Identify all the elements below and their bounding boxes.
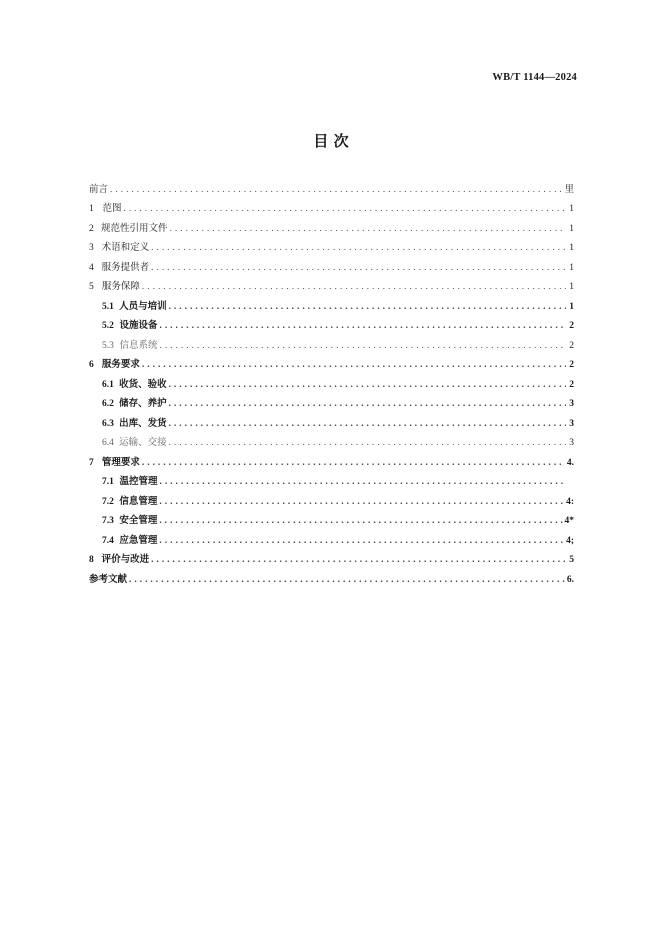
toc-entry-label: 评价与改进 (101, 554, 150, 566)
toc-dot-leader (159, 476, 566, 488)
toc-entry[interactable] (89, 512, 574, 532)
toc-entry-label: 信息管理 (119, 495, 158, 507)
toc-dot-leader (159, 535, 564, 547)
toc-entry-label: 前言 (89, 183, 109, 195)
toc-entry-label: 人员与培训 (119, 300, 167, 312)
toc-dot-leader (142, 281, 566, 293)
toc-dot-leader (151, 554, 566, 566)
toc-entry-number: 5.2 (102, 321, 114, 332)
toc-dot-leader (169, 301, 566, 313)
toc-entry-page: 6. (566, 574, 574, 585)
toc-entry-label: 参考文献 (89, 573, 128, 585)
toc-entry-number: 6.1 (102, 379, 114, 390)
toc-entry-label: 规范性引用文件 (101, 222, 168, 234)
toc-entry-number: 5 (89, 282, 94, 293)
toc-entry-label: 应急管理 (119, 534, 158, 546)
toc-dot-leader (142, 457, 565, 469)
toc-entry[interactable] (89, 492, 574, 512)
toc-entry-number: 4 (89, 262, 94, 273)
toc-entry[interactable] (89, 453, 574, 473)
toc-entry-number: 6.4 (102, 438, 114, 449)
toc-entry[interactable] (89, 414, 574, 434)
toc-dot-leader (151, 262, 566, 274)
toc-entry-label: 服务要求 (101, 359, 140, 371)
toc-entry-number: 1 (89, 204, 94, 215)
toc-entry[interactable] (89, 297, 574, 317)
toc-dot-leader (142, 359, 566, 371)
toc-entry-number: 5.1 (102, 301, 114, 312)
toc-dot-leader (110, 184, 562, 196)
toc-entry-label: 服务保障 (101, 281, 140, 293)
toc-entry-number: 8 (89, 555, 94, 566)
toc-entry-page: 4: (566, 496, 574, 507)
toc-entry-page: 2 (569, 379, 574, 390)
toc-entry-page: 1 (569, 262, 574, 273)
toc-entry-page: 4. (566, 457, 574, 468)
toc-entry-number: 3 (89, 243, 94, 254)
toc-dot-leader (169, 418, 566, 430)
toc-entry-label: 出库、发货 (119, 417, 167, 429)
toc-entry-label: 收货、验收 (119, 378, 167, 390)
toc-entry-label: 术语和定义 (101, 242, 150, 254)
toc-entry-page: 2 (569, 321, 574, 332)
toc-entry-page: 2 (569, 340, 574, 351)
toc-entry[interactable] (89, 434, 574, 454)
toc-title: 目 次 (313, 132, 349, 150)
toc-entry-page: 3 (569, 418, 574, 429)
toc-entry[interactable] (89, 219, 574, 239)
toc-entry-page: 1 (569, 301, 574, 312)
toc-entry[interactable] (89, 258, 574, 278)
toc-entry-label: 设施设备 (119, 320, 158, 332)
toc-entry[interactable] (89, 200, 574, 220)
toc-entry[interactable] (89, 278, 574, 298)
toc-entry-page: 1 (569, 282, 574, 293)
toc-dot-leader (169, 379, 566, 391)
toc-entry[interactable] (89, 531, 574, 551)
toc-entry[interactable] (89, 473, 574, 493)
table-of-contents (89, 180, 574, 590)
toc-entry-label: 管理要求 (101, 456, 140, 468)
toc-entry-page: 里 (564, 184, 574, 195)
toc-entry-number: 2 (89, 223, 94, 234)
toc-dot-leader (159, 340, 566, 352)
toc-entry-label: 储存、养护 (119, 398, 167, 410)
toc-entry-page: 3 (569, 399, 574, 410)
toc-entry-number: 7 (89, 457, 94, 468)
toc-entry-page: 3 (569, 438, 574, 449)
toc-dot-leader (169, 398, 566, 410)
toc-entry-label: 安全管理 (119, 515, 158, 527)
toc-dot-leader (159, 496, 564, 508)
toc-entry[interactable] (89, 317, 574, 337)
toc-entry-page: 2 (569, 360, 574, 371)
toc-entry-page: 1 (569, 223, 574, 234)
toc-entry[interactable] (89, 356, 574, 376)
toc-entry[interactable] (89, 395, 574, 415)
toc-dot-leader (159, 320, 566, 332)
toc-dot-leader (159, 515, 562, 527)
toc-entry-number: 7.4 (102, 535, 114, 546)
toc-entry-number: 7.3 (102, 516, 114, 527)
toc-entry-page: 1 (569, 243, 574, 254)
toc-entry-number: 6 (89, 360, 94, 371)
toc-dot-leader (151, 242, 566, 254)
toc-dot-leader (170, 223, 566, 235)
toc-entry[interactable] (89, 180, 574, 200)
toc-entry-page: 4; (566, 535, 574, 546)
toc-entry[interactable] (89, 239, 574, 259)
toc-dot-leader (123, 203, 566, 215)
toc-entry-number: 6.2 (102, 399, 114, 410)
toc-entry-page: 5 (569, 555, 574, 566)
toc-entry-number: 7.1 (102, 477, 114, 488)
toc-entry[interactable] (89, 551, 574, 571)
toc-entry[interactable] (89, 570, 574, 590)
toc-entry-label: 范图 (102, 203, 122, 215)
toc-entry-number: 7.2 (102, 496, 114, 507)
toc-entry-label: 服务提供者 (101, 261, 150, 273)
toc-entry[interactable] (89, 336, 574, 356)
toc-entry-label: 信息系统 (119, 339, 158, 351)
toc-entry-page: 1 (569, 204, 574, 215)
toc-entry[interactable] (89, 375, 574, 395)
document-code: WB/T 1144—2024 (492, 72, 577, 83)
toc-entry-number: 5.3 (102, 340, 114, 351)
toc-entry-number: 6.3 (102, 418, 114, 429)
toc-entry-page: 4* (564, 516, 574, 527)
toc-entry-label: 温控管理 (119, 476, 158, 488)
toc-dot-leader (169, 437, 566, 449)
toc-dot-leader (129, 574, 565, 586)
toc-entry-label: 运输、交接 (119, 437, 167, 449)
